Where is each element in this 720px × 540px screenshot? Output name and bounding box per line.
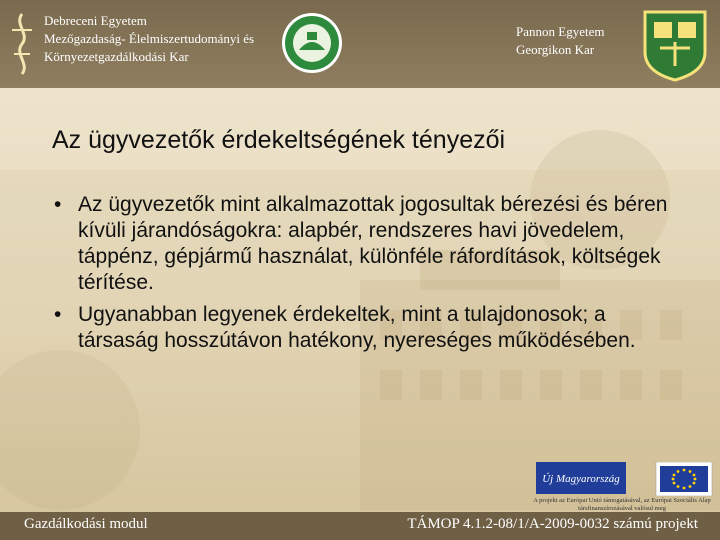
header-right-line: Pannon Egyetem [516, 24, 605, 39]
bullet-text: Ugyanabban legyenek érdekeltek, mint a tulajdonosok; a társaság hosszútávon hatékony, nyereséges működésében. [78, 303, 636, 352]
funding-logos [536, 462, 716, 501]
new-hungary-logo-text: Új Magyarország [542, 473, 620, 485]
header-left-line: Mezőgazdaság- Élelmiszertudományi és [44, 31, 255, 46]
header-left-line: Debreceni Egyetem [44, 13, 147, 28]
header-left-line: Környezetgazdálkodási Kar [44, 49, 189, 64]
georgikon-shield-logo [640, 8, 710, 82]
bullet-text: Az ügyvezetők mint alkalmazottak jogosultak bérezési és béren kívüli járandóságokra: alapbér, rendszeres havi jövedelem, táppénz, gépjármű használat, különféle ráfordítások, költségek térítése. [78, 193, 668, 294]
funding-text: A projekt az Európai Unió támogatásával, az Európai Szociális Alap társfinanszírozásával valósul meg [533, 497, 711, 512]
bullet-marker: • [54, 303, 62, 326]
footer-module-name: Gazdálkodási modul [24, 516, 148, 532]
faculty-seal-logo [281, 12, 343, 74]
slide-title: Az ügyvezetők érdekeltségének tényezői [52, 126, 506, 154]
university-crest-icon [6, 10, 38, 78]
header-right-line: Georgikon Kar [516, 42, 595, 57]
header-right-text [516, 23, 604, 59]
bullet-list [50, 192, 690, 360]
header-left-text [44, 12, 254, 66]
funding-logos-graphic [536, 462, 716, 496]
footer-project-id: TÁMOP 4.1.2-08/1/A-2009-0032 számú projekt [407, 516, 698, 532]
bullet-item [50, 192, 690, 296]
bullet-item [50, 302, 690, 354]
bullet-marker: • [54, 193, 62, 216]
